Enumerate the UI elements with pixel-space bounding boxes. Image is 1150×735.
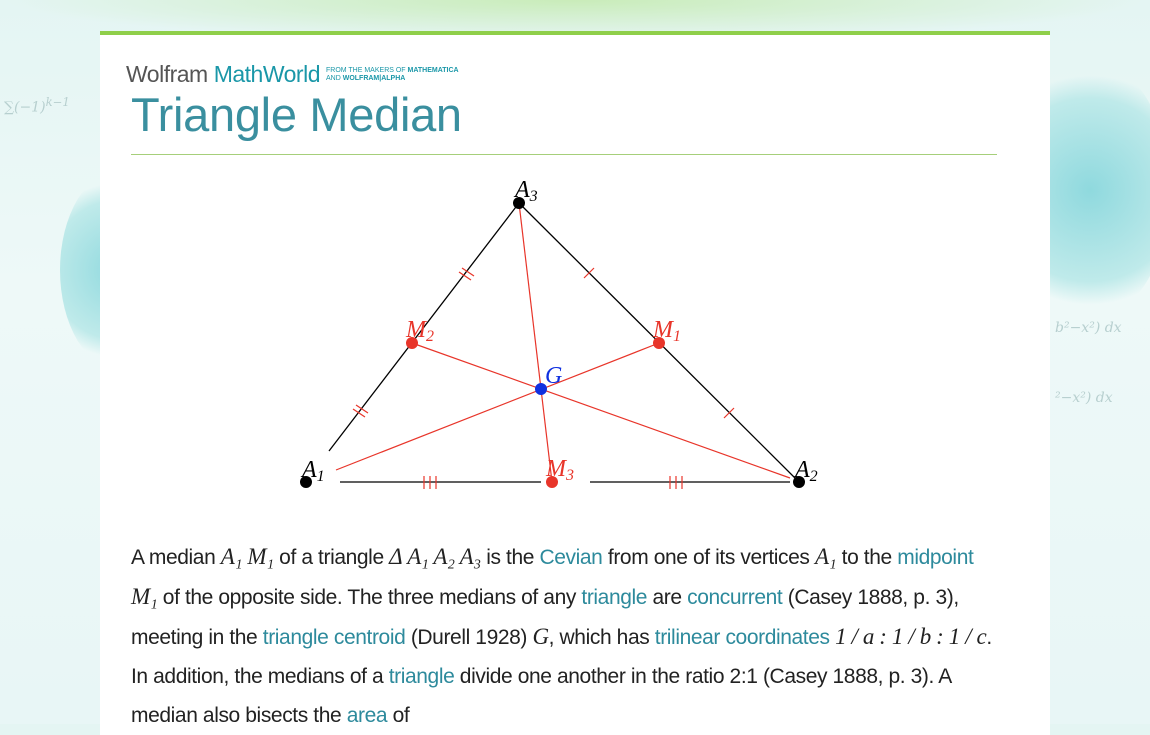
math-expression: M₁ — [131, 584, 158, 609]
triangle-median-figure — [100, 35, 1050, 515]
paragraph-text: of a triangle — [273, 546, 390, 569]
label-a2: A2 — [795, 457, 818, 485]
paragraph-text: . In addition, the medians of a — [131, 626, 992, 688]
math-expression: A₁ M₁ — [220, 544, 274, 569]
logo-mathworld: MathWorld — [213, 61, 320, 87]
link-concurrent[interactable]: concurrent — [687, 586, 783, 609]
paragraph-text: divide one another in the ratio 2:1 (Casey 1888, p. 3). A median also bisects the — [131, 665, 951, 727]
tagline-mathematica: MATHEMATICA — [407, 66, 459, 74]
link-triangle[interactable]: triangle — [388, 665, 455, 688]
logo-wolfram: Wolfram — [126, 61, 208, 87]
link-triangle-centroid[interactable]: triangle centroid — [262, 626, 406, 649]
median-a3-m3 — [519, 203, 552, 482]
math-expression: Δ A₁ A₂ A₃ — [389, 544, 481, 569]
label-m3: M3 — [546, 456, 574, 484]
background-decoration: $\sum(-1)^{k-1}$ — [4, 95, 70, 116]
paragraph-text: is the — [480, 546, 540, 569]
median-a2-m2 — [412, 343, 790, 478]
label-a1: A1 — [302, 457, 325, 485]
medians — [336, 203, 790, 489]
tagline-text: FROM THE MAKERS OF — [325, 66, 408, 74]
paragraph-text: are — [647, 586, 688, 609]
background-decoration: b²−x²) dx — [1055, 320, 1122, 336]
label-g: G — [545, 363, 563, 389]
page-title: Triangle Median — [131, 88, 462, 141]
link-triangle[interactable]: triangle — [581, 586, 648, 609]
triangle-sides — [329, 203, 799, 482]
link-trilinear-coordinates[interactable]: trilinear coordinates — [654, 626, 830, 649]
paragraph-text: A median — [131, 546, 221, 569]
paragraph-text: from one of its vertices — [602, 546, 815, 569]
math-expression: 1 / a : 1 / b : 1 / c — [835, 624, 987, 649]
link-area[interactable]: area — [346, 704, 388, 727]
paragraph-text: of the opposite side. The three medians of any — [157, 586, 582, 609]
definition-paragraph — [131, 537, 1001, 735]
paragraph-text: of — [387, 704, 410, 727]
label-m1: M1 — [653, 317, 681, 345]
label-m2: M2 — [406, 317, 434, 345]
math-expression: G — [532, 624, 549, 649]
link-cevian[interactable]: Cevian — [539, 546, 603, 569]
paragraph-text: to the — [836, 546, 898, 569]
paragraph-text: , which has — [548, 626, 655, 649]
label-a3: A3 — [515, 177, 538, 205]
link-midpoint[interactable]: midpoint — [897, 546, 974, 569]
background-decoration: ²−x²) dx — [1055, 390, 1113, 406]
math-expression: A₁ — [814, 544, 837, 569]
paragraph-text: (Durell 1928) — [405, 626, 533, 649]
content-card — [100, 31, 1050, 735]
median-a1-m1 — [336, 343, 659, 470]
tagline-wolframalpha: WOLFRAM|ALPHA — [342, 74, 406, 82]
tagline-text: AND — [325, 74, 343, 82]
paragraph-text: (Casey 1888, p. 3), meeting in the — [131, 586, 959, 649]
